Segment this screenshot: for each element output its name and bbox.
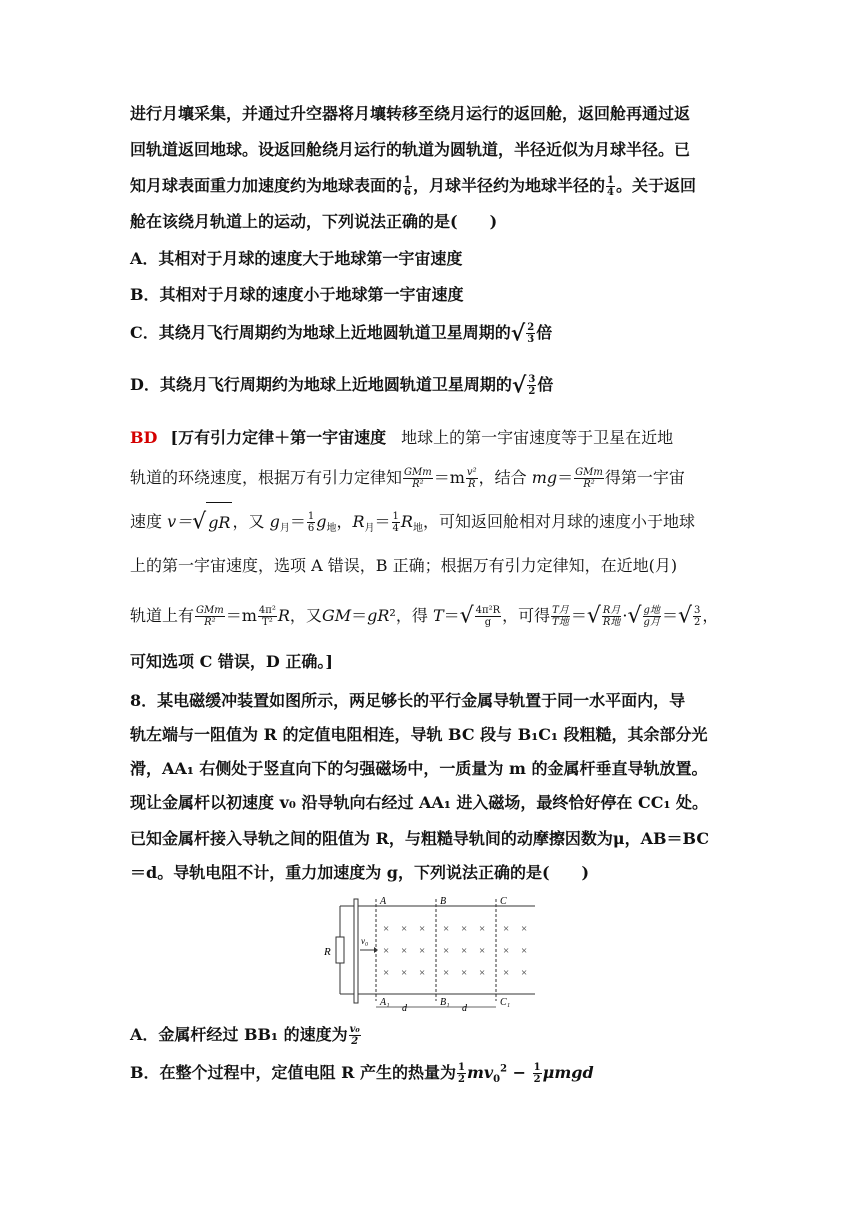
text-span: 知月球表面重力加速度约为地球表面的 (130, 176, 403, 195)
metal-rod (354, 899, 358, 1003)
cross-mark: × (503, 945, 510, 957)
fraction-4pi2-t2: $\frac{\text{4π²}}{\text{T²}}$ (258, 605, 276, 628)
option-8b: B．在整个过程中，定值电阻 R 产生的热量为 $\frac{1}{2}$ $mv_0^2$ − $\frac{1}{2}$ μmgd (130, 1062, 594, 1086)
dimension-label-1: d (402, 1003, 407, 1013)
label-a1: A₁ (380, 997, 390, 1008)
cross-mark: × (401, 945, 408, 957)
label-b: B (440, 896, 447, 907)
dimension-label-2: d (462, 1003, 467, 1013)
text-span: ， (336, 512, 353, 531)
cross-mark: × (419, 923, 426, 935)
text-line: 8．某电磁缓冲装置如图所示，两足够长的平行金属导轨置于同一水平面内，导 (130, 691, 686, 710)
text-span: 。关于返回 (615, 176, 696, 195)
option-8a (130, 1022, 362, 1047)
text-span: ，可得 (502, 606, 551, 625)
text-line: 已知金属杆接入导轨之间的阻值为 R，与粗糙导轨间的动摩擦因数为μ，AB＝BC (130, 829, 710, 848)
text-line: 轨左端与一阻值为 R 的定值电阻相连，导轨 BC 段与 B₁C₁ 段粗糙，其余部分光 (130, 725, 708, 744)
text-line: ＝d。导轨电阻不计，重力加速度为 g，下列说法正确的是( ) (130, 863, 590, 882)
text-span: 得第一宇宙 (604, 468, 685, 487)
text-line: 现让金属杆以初速度 v₀ 沿导轨向右经过 AA₁ 进入磁场，最终恰好停在 CC₁ 处。 (130, 793, 709, 812)
text-line: 上的第一宇宙速度，选项 A 错误，B 正确；根据万有引力定律知，在近地(月) (130, 556, 678, 575)
option-c: C．其绕月飞行周期约为地球上近地圆轨道卫星周期的√ $\frac{2}{3}$ 倍 (130, 320, 553, 347)
cross-mark: × (461, 967, 468, 979)
text-line: 速度 v＝√ gR ，又 $g_月=$ $\frac{1}{6}$ $g_地$，$R_月=$ $\frac{1}{4}$ $R_地$，可知返回舱相对月球的速度小于地球 (130, 502, 735, 546)
fraction-g-ratio: $\frac{\text{g地}}{\text{g月}}$ (643, 605, 660, 628)
magnetic-field-crosses (383, 923, 527, 979)
text-line (130, 418, 735, 458)
question-8 (130, 684, 735, 890)
fraction-three-halves: $\frac{3}{2}$ (528, 374, 536, 397)
text-line: 滑，AA₁ 右侧处于竖直向下的匀强磁场中，一质量为 m 的金属杆垂直导轨放置。 (130, 759, 708, 778)
option-a: A．其相对于月球的速度大于地球第一宇宙速度 (130, 249, 463, 268)
text-span: 倍 (536, 323, 553, 342)
fraction-one-sixth: $\frac{1}{6}$ (307, 511, 315, 534)
fraction-two-thirds: $\frac{2}{3}$ (527, 322, 535, 345)
rail-diagram (320, 893, 540, 1013)
text-span: ，结合 (478, 468, 527, 487)
label-c: C (500, 896, 507, 907)
cross-mark: × (419, 967, 426, 979)
cross-mark: × (503, 923, 510, 935)
cross-mark: × (521, 945, 528, 957)
fraction-gmm-r2: $\frac{\text{GMm}}{\text{R²}}$ (196, 605, 224, 628)
fraction-three-halves: $\frac{3}{2}$ (694, 605, 701, 628)
fraction-v2-r: $\frac{\text{v²}}{R}$ (466, 467, 477, 490)
cross-mark: × (479, 923, 486, 935)
text-span: ，可知返回舱相对月球的速度小于地球 (422, 512, 695, 531)
cross-mark: × (461, 945, 468, 957)
fraction-gmm-r2: $\frac{\text{GMm}}{\text{R²}}$ (404, 467, 432, 490)
text-span: ，又 (232, 512, 265, 531)
text-span: ，得 (395, 606, 428, 625)
fraction-one-fourth: $\frac{1}{4}$ (607, 175, 614, 198)
cross-mark: × (383, 923, 390, 935)
question-7 (130, 96, 735, 240)
text-line: 轨道上有 $\frac{\text{GMm}}{\text{R²}}$ ＝m $\frac{\text{4π²}}{\text{T²}}$ R，又GM＝gR²，得 T＝√ $\frac{\text{4π²R}}{g}$ ，可得 $\frac{\text{T月}}{\text{T地}}$ ＝√ $\frac{\text{R月}}{\text{R地}}$ ·√ $\frac{\text{g地}}{\text{g月}}$ ＝√ $\frac{3}{2}$ ， (130, 603, 719, 629)
option-c-text: C．其绕月飞行周期约为地球上近地圆轨道卫星周期的 (130, 323, 511, 342)
text-span: [万有引力定律＋第一宇宙速度 (170, 428, 387, 447)
fraction-t-ratio: $\frac{\text{T月}}{\text{T地}}$ (552, 605, 569, 628)
answer-label: BD (130, 428, 158, 447)
cross-mark: × (401, 967, 408, 979)
option-d-text: D．其绕月飞行周期约为地球上近地圆轨道卫星周期的 (130, 375, 512, 394)
text-span: 轨道的环绕速度，根据万有引力定律知 (130, 468, 403, 487)
cross-mark: × (419, 945, 426, 957)
cross-mark: × (461, 923, 468, 935)
cross-mark: × (503, 967, 510, 979)
text-line: 轨道的环绕速度，根据万有引力定律知 $\frac{\text{GMm}}{\text{R²}}$ ＝m $\frac{\text{v²}}{R}$ ，结合 mg＝ $\frac{\text{GMm}}{\text{R²}}$ 得第一宇宙 (130, 467, 685, 490)
text-span: 轨道上有 (130, 606, 195, 625)
fraction-one-half: $\frac{1}{2}$ (533, 1062, 541, 1085)
text-line: 回轨道返回地球。设返回舱绕月运行的轨道为圆轨道，半径近似为月球半径。已 (130, 140, 691, 159)
option-d: D．其绕月飞行周期约为地球上近地圆轨道卫星周期的√ $\frac{3}{2}$ 倍 (130, 372, 554, 399)
label-a: A (380, 896, 387, 907)
cross-mark: × (443, 967, 450, 979)
resistor (336, 937, 344, 963)
option-b: B．其相对于月球的速度小于地球第一宇宙速度 (130, 285, 464, 304)
text-span: ，又 (289, 606, 322, 625)
text-span: 地球上的第一宇宙速度等于卫星在近地 (401, 428, 674, 447)
cross-mark: × (383, 967, 390, 979)
text-line (130, 168, 735, 204)
fraction-4pi2r-g: $\frac{\text{4π²R}}{g}$ (475, 605, 501, 628)
fraction-one-sixth: $\frac{1}{6}$ (404, 175, 411, 198)
fraction-one-fourth: $\frac{1}{4}$ (392, 511, 399, 534)
cross-mark: × (443, 923, 450, 935)
answer-7 (130, 418, 735, 682)
cross-mark: × (479, 967, 486, 979)
cross-mark: × (479, 945, 486, 957)
text-span: ，月球半径约为地球半径的 (412, 176, 605, 195)
fraction-one-half: $\frac{1}{2}$ (457, 1062, 465, 1085)
cross-mark: × (443, 945, 450, 957)
cross-mark: × (383, 945, 390, 957)
fraction-gmm-r2: $\frac{\text{GMm}}{\text{R²}}$ (575, 467, 603, 490)
text-span: 倍 (537, 375, 554, 394)
velocity-label: v₀ (361, 936, 369, 946)
resistor-label: R (324, 946, 331, 958)
fraction-v0-2: $\frac{\text{v₀}}{2}$ (349, 1024, 360, 1047)
text-line: 舱在该绕月轨道上的运动，下列说法正确的是( ) (130, 212, 498, 231)
cross-mark: × (401, 923, 408, 935)
label-b1: B₁ (440, 997, 450, 1008)
option-8a-text: A．金属杆经过 BB₁ 的速度为 (130, 1025, 348, 1044)
cross-mark: × (521, 923, 528, 935)
option-8b-text: B．在整个过程中，定值电阻 R 产生的热量为 (130, 1063, 456, 1082)
text-line: 可知选项 C 错误，D 正确。] (130, 652, 333, 671)
text-span: 速度 (130, 512, 163, 531)
label-c1: C₁ (500, 997, 511, 1008)
cross-mark: × (521, 967, 528, 979)
text-line: 进行月壤采集，并通过升空器将月壤转移至绕月运行的返回舱，返回舱再通过返 (130, 104, 691, 123)
fraction-r-ratio: $\frac{\text{R月}}{\text{R地}}$ (602, 605, 621, 628)
